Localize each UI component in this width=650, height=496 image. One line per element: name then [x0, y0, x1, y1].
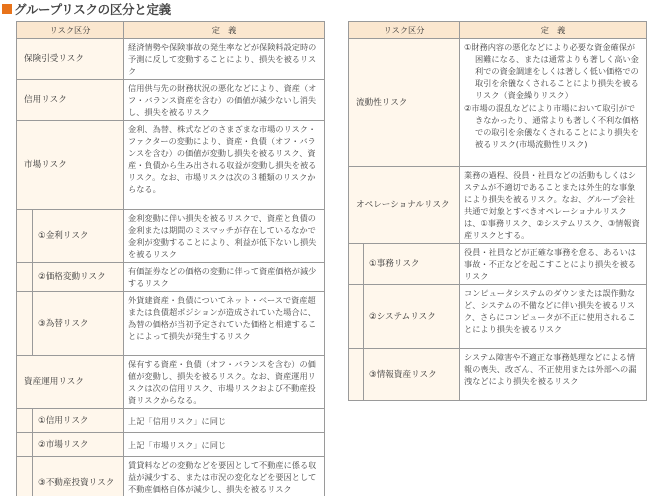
header-definition: 定 義	[124, 22, 325, 39]
definition-clerical-risk: 役員・社員などが正確な事務を怠る、あるいは事故・不正などを起こすことにより損失を被るリスク	[460, 244, 647, 285]
definition-asset-management-risk: 保有する資産・負債（オフ・バランスを含む）の価値が変動し、損失を被るリスク。なお、資産運用リスクは次の信用リスク、市場リスクおよび不動産投資リスクからなる。	[124, 356, 325, 409]
right-risk-table	[348, 21, 647, 401]
definition-operational-risk: 業務の過程、役員・社員などの活動もしくはシステムが不適切であることまたは外生的な事象により損失を被るリスク。なお、グループ会社共通で対象とすべきオペレーショナルリスクは、①事務リスク、②システムリスク、③情報資産リスクとする。	[460, 167, 647, 244]
definition-sub-credit-risk: 上記「信用リスク」に同じ	[124, 409, 325, 433]
table-row	[17, 121, 325, 210]
category-market-risk: 市場リスク	[17, 121, 124, 210]
header-definition: 定 義	[460, 22, 647, 39]
header-category: リスク区分	[17, 22, 124, 39]
definition-information-asset-risk: システム障害や不適正な事務処理などによる情報の喪失、改ざん、不正使用または外部への漏洩などにより損失を被るリスク	[460, 349, 647, 401]
table-row	[349, 244, 647, 285]
table-row	[17, 80, 325, 121]
category-clerical-risk: ①事務リスク	[364, 244, 460, 285]
indent-spacer	[349, 349, 364, 401]
indent-spacer	[17, 457, 33, 496]
page-title-text: グループリスクの区分と定義	[14, 2, 171, 17]
table-row	[17, 263, 325, 292]
table-row	[17, 457, 325, 496]
category-operational-risk: オペレーショナルリスク	[349, 167, 460, 244]
definition-underwriting-risk: 経済情勢や保険事故の発生率などが保険料設定時の予測に反して変動することにより、損失を被るリスク	[124, 39, 325, 80]
definition-sub-market-risk: 上記「市場リスク」に同じ	[124, 433, 325, 457]
table-row	[17, 409, 325, 433]
table-row	[17, 292, 325, 356]
table-row	[349, 349, 647, 401]
page-title	[2, 1, 171, 17]
table-row	[17, 356, 325, 409]
table-row	[349, 285, 647, 349]
indent-spacer	[17, 409, 33, 433]
header-category: リスク区分	[349, 22, 460, 39]
table-row	[17, 210, 325, 263]
liquidity-item-market: ②市場の混乱などにより市場において取引ができなかったり、通常よりも著しく不利な価格での取引を余儀なくされることにより損失を被るリスク(市場流動性リスク)	[464, 103, 639, 149]
definition-market-risk: 金利、為替、株式などのさまざまな市場のリスク・ファクターの変動により、資産・負債（オフ・バランスを含む）の価値が変動し損失を被るリスク、資産・負債から生み出される収益が変動し損失を被るリスク。なお、市場リスクは次の３種類のリスクからなる。	[124, 121, 325, 210]
category-price-fluctuation-risk: ②価格変動リスク	[33, 263, 124, 292]
category-sub-market-risk: ②市場リスク	[33, 433, 124, 457]
liquidity-item-funding: ①財務内容の悪化などにより必要な資金確保が困難になる、または通常よりも著しく高い金利での資金調達をしくは著しく低い価格での取引を余儀なくされることにより損失を被るリスク（資金繰りリスク）	[464, 42, 639, 100]
definition-liquidity-risk	[460, 39, 647, 167]
right-header-row	[349, 22, 647, 39]
category-sub-credit-risk: ①信用リスク	[33, 409, 124, 433]
table-row	[349, 167, 647, 244]
category-credit-risk: 信用リスク	[17, 80, 124, 121]
definition-price-fluctuation-risk: 有価証券などの価格の変動に伴って資産価格が減少するリスク	[124, 263, 325, 292]
category-asset-management-risk: 資産運用リスク	[17, 356, 124, 409]
left-header-row	[17, 22, 325, 39]
category-information-asset-risk: ③情報資産リスク	[364, 349, 460, 401]
indent-spacer	[349, 285, 364, 349]
definition-exchange-risk: 外貨建資産・負債についてネット・ベースで資産超または負債超ポジションが造成されていた場合に、為替の価格が当初予定されていた価格と相違することによって損失が発生するリスク	[124, 292, 325, 356]
left-risk-table	[16, 21, 325, 496]
category-liquidity-risk: 流動性リスク	[349, 39, 460, 167]
category-underwriting-risk: 保険引受リスク	[17, 39, 124, 80]
table-row	[349, 39, 647, 167]
indent-spacer	[349, 244, 364, 285]
orange-square-icon	[2, 4, 12, 14]
table-row	[17, 433, 325, 457]
category-interest-rate-risk: ①金利リスク	[33, 210, 124, 263]
definition-credit-risk: 信用供与先の財務状況の悪化などにより、資産（オフ・バランス資産を含む）の価値が減少ないし消失し、損失を被るリスク	[124, 80, 325, 121]
definition-real-estate-risk: 賃貸料などの変動などを要因として不動産に係る収益が減少する、または市況の変化などを要因として不動産価格自体が減少し、損失を被るリスク	[124, 457, 325, 496]
indent-spacer	[17, 433, 33, 457]
definition-interest-rate-risk: 金利変動に伴い損失を被るリスクで、資産と負債の金利または期間のミスマッチが存在しているなかで金利が変動することにより、利益が低下ないし損失を被るリスク	[124, 210, 325, 263]
table-row	[17, 39, 325, 80]
indent-spacer	[17, 263, 33, 292]
definition-system-risk: コンピュータシステムのダウンまたは誤作動など、システムの不備などに伴い損失を被るリスク、さらにコンピュータが不正に使用されることにより損失を被るリスク	[460, 285, 647, 349]
category-system-risk: ②システムリスク	[364, 285, 460, 349]
category-real-estate-risk: ③不動産投資リスク	[33, 457, 124, 496]
indent-spacer	[17, 292, 33, 356]
indent-spacer	[17, 210, 33, 263]
category-exchange-risk: ③為替リスク	[33, 292, 124, 356]
